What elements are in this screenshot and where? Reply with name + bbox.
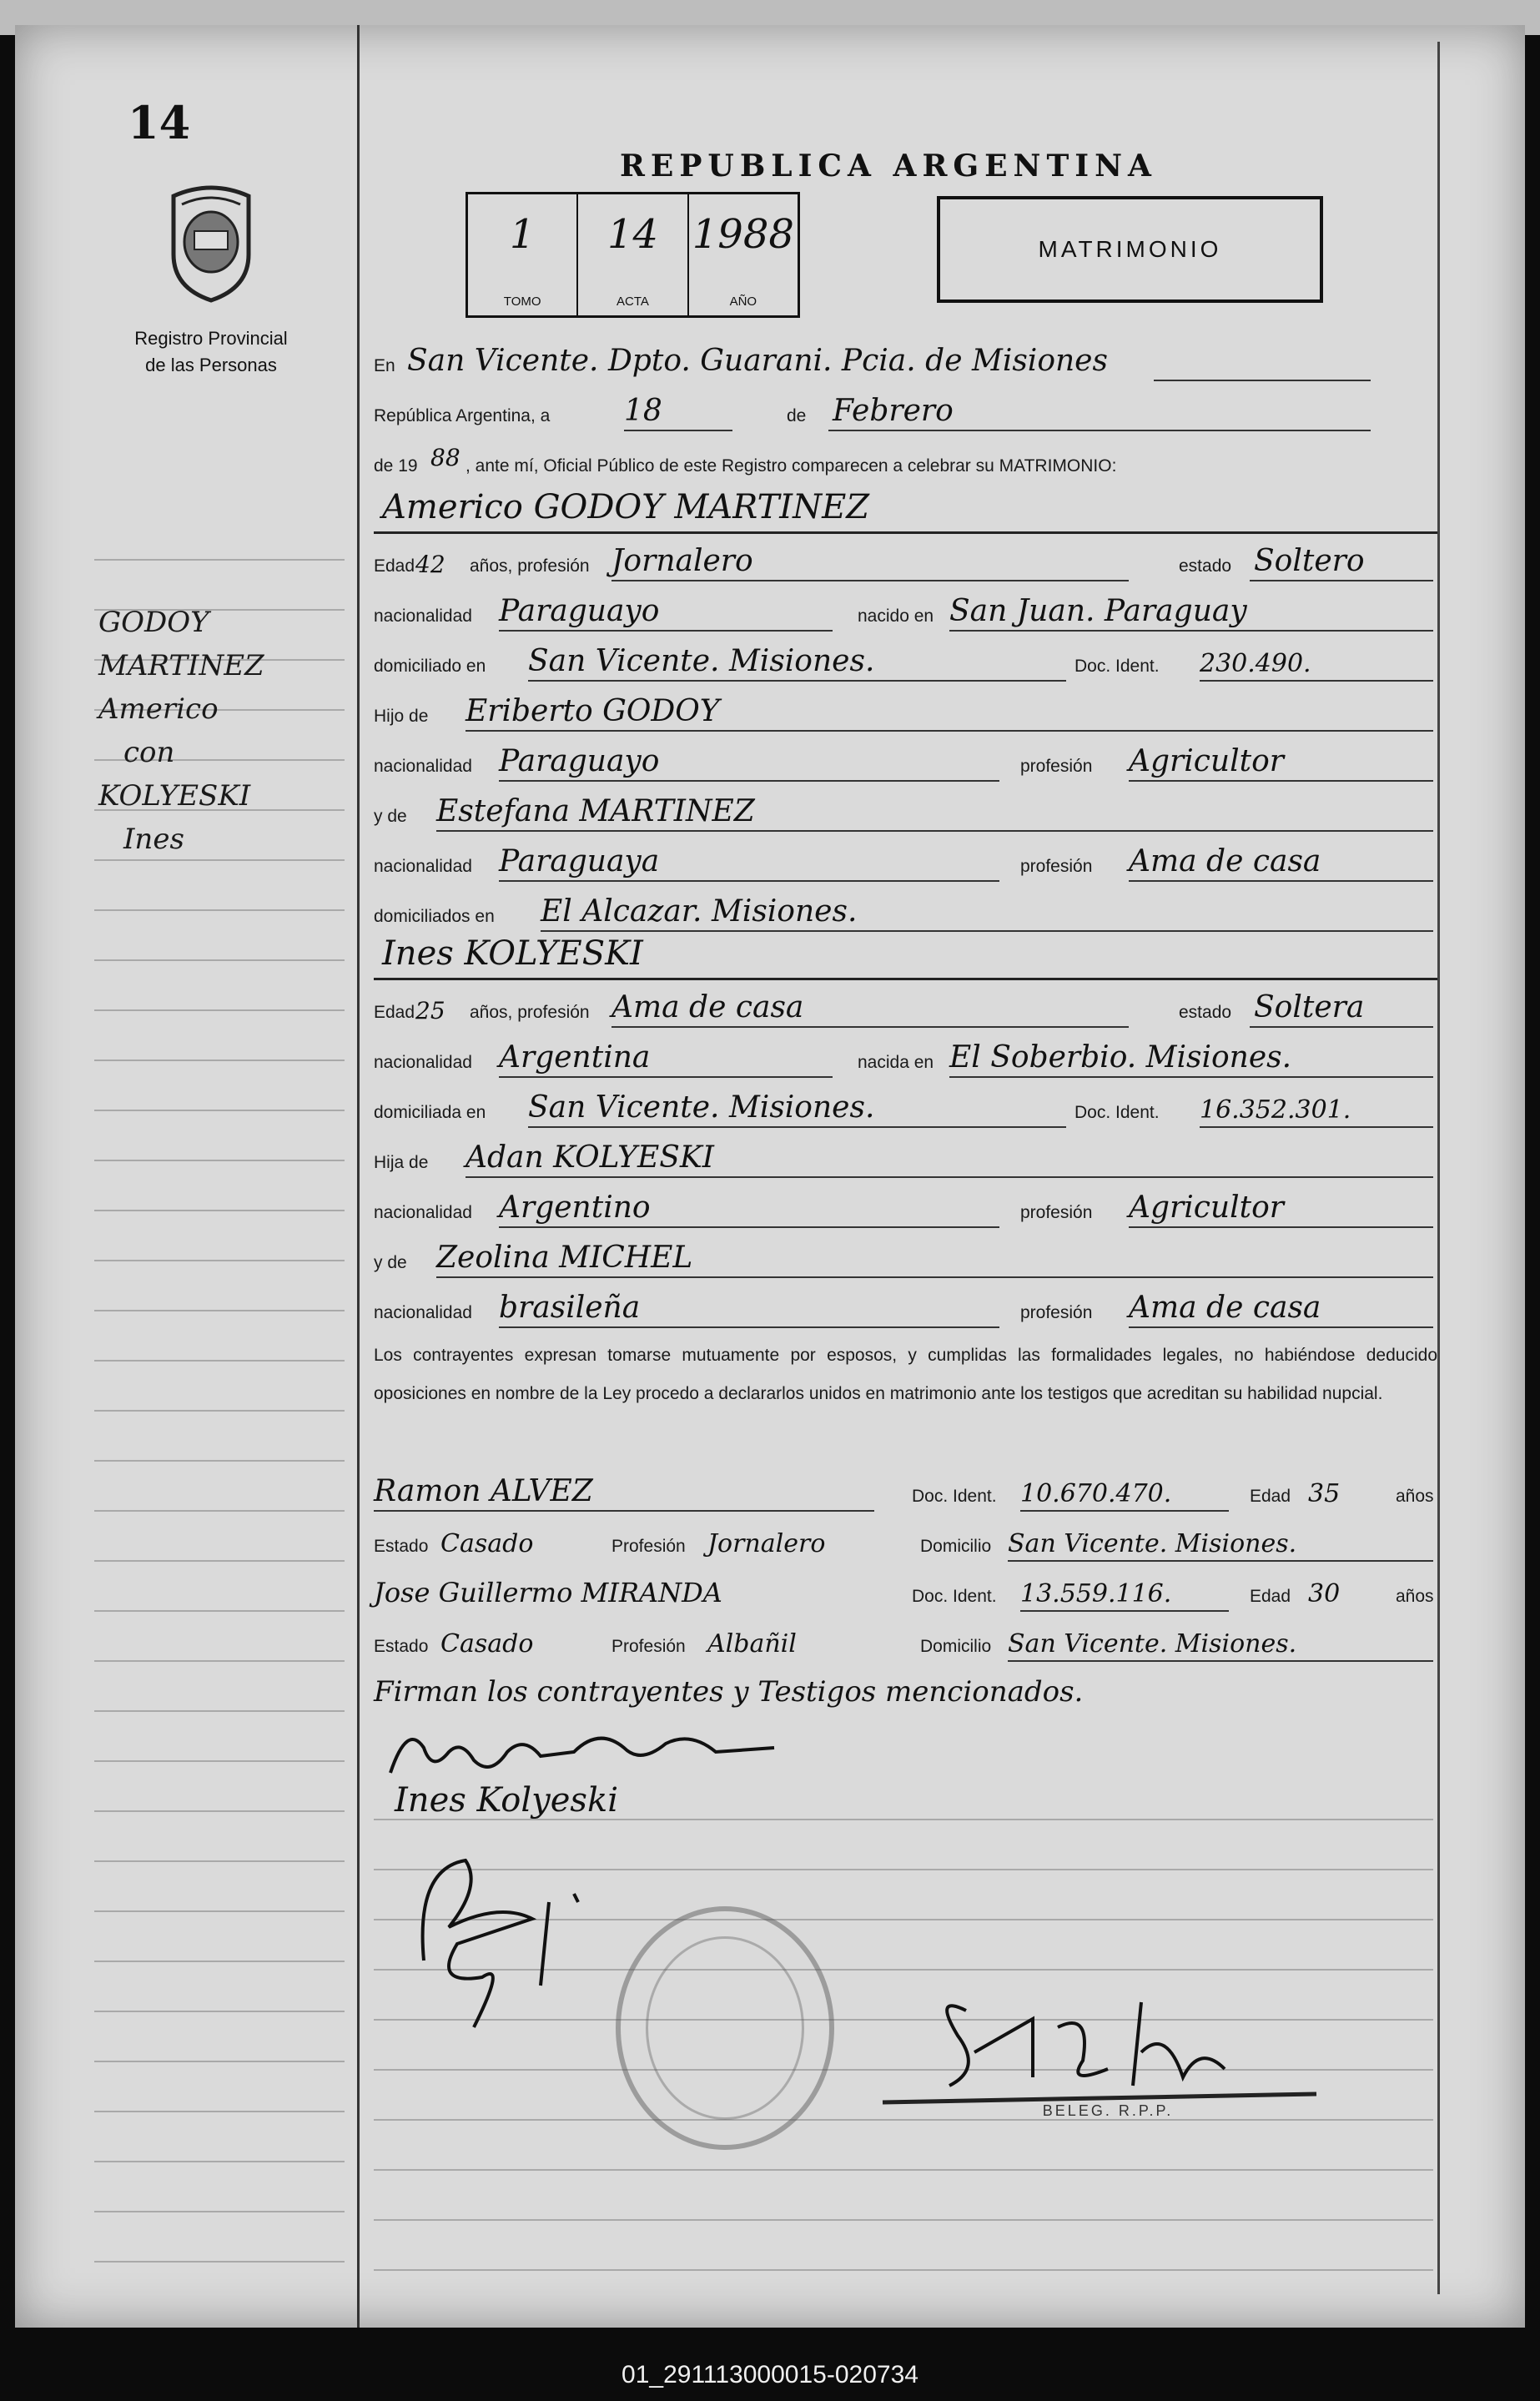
value: Jornalero [707, 1529, 826, 1558]
bride-father-row [374, 1135, 1437, 1185]
acta-value: 14 [606, 211, 659, 258]
label: nacionalidad [374, 1203, 472, 1222]
margin-ruled-line [94, 1810, 345, 1812]
groom-dom-row [374, 638, 1437, 688]
declaration-text: Los contrayentes expresan tomarse mutuamente por esposos, y cumplidas las formalidades legales, no habiéndose deducido oposiciones en nombre de la Ley procedo a declararlos unidos en matrimonio ante los testigos que acreditan su habilidad nupcial. [374, 1346, 1437, 1403]
witness1-detail-row [374, 1518, 1437, 1568]
day-value: 18 [624, 394, 662, 428]
margin-note-line: MARTINEZ [98, 649, 264, 682]
margin-ruled-line [94, 1460, 345, 1462]
margin-ruled-line [94, 2211, 345, 2212]
value: San Vicente. Misiones. [528, 644, 875, 678]
label: Doc. Ident. [912, 1487, 997, 1506]
label: Domicilio [920, 1637, 992, 1656]
margin-ruled-line [94, 1210, 345, 1211]
margin-ruled-line [94, 2111, 345, 2112]
value: Estefana MARTINEZ [436, 794, 755, 828]
value: Albañil [707, 1629, 797, 1659]
witness2-name: Jose Guillermo MIRANDA [374, 1577, 722, 1608]
margin-ruled-line [94, 1660, 345, 1662]
margin-note-line: Americo [98, 692, 219, 726]
acta-cell [578, 194, 688, 315]
label: Estado [374, 1537, 429, 1556]
value: Eriberto GODOY [466, 694, 720, 728]
value: 13.559.116. [1020, 1579, 1172, 1608]
label: Domicilio [920, 1537, 992, 1556]
margin-ruled-line [94, 2161, 345, 2162]
label: estado [1179, 1003, 1232, 1022]
label: Edad [374, 556, 415, 576]
value: El Soberbio. Misiones. [949, 1040, 1292, 1075]
bride-mother-row [374, 1235, 1437, 1285]
bride-dom-row [374, 1085, 1437, 1135]
margin-ruled-line [94, 2261, 345, 2263]
bride-signature: Ines Kolyeski [395, 1781, 618, 1820]
value: Ama de casa [611, 990, 804, 1024]
groom-name-row [374, 480, 1437, 534]
label: estado [1179, 556, 1232, 576]
label: profesión [1020, 1203, 1093, 1222]
value: 30 [1308, 1579, 1341, 1608]
acta-label: ACTA [617, 294, 649, 309]
page-number: 14 [128, 96, 191, 149]
value: 10.670.470. [1020, 1479, 1172, 1508]
value: Adan KOLYESKI [466, 1140, 715, 1175]
bride-edad-row [374, 984, 1437, 1034]
ano-cell [689, 194, 798, 315]
label: Doc. Ident. [1074, 1103, 1160, 1122]
margin-ruled-line [94, 1060, 345, 1061]
label: años [1396, 1487, 1434, 1506]
value: 230.490. [1200, 649, 1311, 678]
registry-line-1: Registro Provincial [134, 328, 288, 349]
document-title: REPUBLICA ARGENTINA [620, 148, 1157, 184]
margin-ruled-line [94, 1961, 345, 1962]
margin-ruled-line [94, 1110, 345, 1111]
label: domiciliado en [374, 657, 486, 676]
value: San Vicente. Misiones. [1008, 1529, 1297, 1558]
label: nacionalidad [374, 1053, 472, 1072]
margin-note-line: GODOY [98, 606, 209, 639]
value: Jornalero [611, 544, 753, 578]
label: Profesión [611, 1637, 686, 1656]
label: Hijo de [374, 707, 429, 726]
witness1-row [374, 1468, 1437, 1518]
margin-ruled-line [94, 1710, 345, 1712]
label: nacionalidad [374, 757, 472, 776]
year-value: 88 [430, 444, 460, 471]
margin-ruled-line [94, 1410, 345, 1412]
label: Profesión [611, 1537, 686, 1556]
intro-text: , ante mí, Oficial Público de este Registro comparecen a celebrar su MATRIMONIO: [466, 456, 1117, 476]
value: Argentina [499, 1040, 651, 1075]
label: y de [374, 1253, 407, 1272]
margin-ruled-line [94, 1360, 345, 1362]
value: Casado [440, 1529, 534, 1558]
label: República Argentina, a [374, 406, 551, 425]
label: nacionalidad [374, 607, 472, 626]
label: domiciliada en [374, 1103, 486, 1122]
value: Ama de casa [1129, 1291, 1321, 1325]
groom-mother-row [374, 788, 1437, 838]
label: de [787, 406, 807, 425]
value: San Vicente. Misiones. [1008, 1629, 1297, 1659]
intro-date-row [374, 388, 1437, 438]
margin-note-line: Ines [123, 823, 184, 856]
value: Paraguayo [499, 744, 660, 778]
registry-line-2: de las Personas [145, 355, 277, 375]
label: y de [374, 807, 407, 826]
witness2-detail-row [374, 1618, 1437, 1669]
margin-ruled-line [94, 1310, 345, 1311]
label: años, profesión [470, 1003, 590, 1022]
tomo-label: TOMO [503, 294, 541, 309]
value: Agricultor [1129, 744, 1284, 778]
groom-mother-nac-row [374, 838, 1437, 888]
label: Edad [1250, 1487, 1291, 1506]
body-ruled-line [374, 2269, 1433, 2271]
value: Zeolina MICHEL [436, 1241, 693, 1275]
label: nacionalidad [374, 857, 472, 876]
value: 42 [415, 551, 445, 578]
groom-nac-row [374, 588, 1437, 638]
value: Paraguayo [499, 594, 660, 628]
margin-note-line: con [123, 736, 175, 769]
bride-name: Ines KOLYESKI [382, 934, 643, 973]
body-ruled-line [374, 2169, 1433, 2171]
bride-nac-row [374, 1034, 1437, 1085]
margin-ruled-line [94, 2061, 345, 2062]
image-id-footer: 01_291113000015-020734 [622, 2361, 918, 2388]
margin-note [98, 601, 264, 861]
official-seal-icon [616, 1906, 834, 2150]
officer-signature-icon [866, 1977, 1350, 2111]
value: 16.352.301. [1200, 1095, 1351, 1125]
witness-signature-icon [382, 1835, 632, 2052]
margin-ruled-line [94, 1510, 345, 1512]
label: años [1396, 1587, 1434, 1606]
value: El Alcazar. Misiones. [541, 894, 858, 929]
margin-note-line: KOLYESKI [98, 779, 251, 813]
bride-father-nac-row [374, 1185, 1437, 1235]
witness1-name: Ramon ALVEZ [374, 1474, 593, 1508]
tomo-value: 1 [509, 211, 536, 258]
margin-ruled-line [94, 1160, 345, 1161]
officer-stamp: BELEG. R.P.P. [1042, 2102, 1174, 2119]
groom-father-nac-row [374, 738, 1437, 788]
margin-ruled-line [94, 1910, 345, 1912]
margin-ruled-line [94, 2011, 345, 2012]
label: Edad [1250, 1587, 1291, 1606]
record-number-box [466, 192, 800, 318]
label: de 19 [374, 456, 418, 476]
month-value: Febrero [833, 394, 954, 428]
label: Edad [374, 1003, 415, 1022]
value: Soltera [1254, 990, 1365, 1024]
margin-ruled-line [94, 1260, 345, 1261]
margin-ruled-line [94, 1860, 345, 1862]
registry-name [107, 325, 315, 379]
margin-ruled-line [94, 959, 345, 961]
value: brasileña [499, 1291, 641, 1325]
value: Argentino [499, 1190, 651, 1225]
label: Doc. Ident. [912, 1587, 997, 1606]
margin-ruled-line [94, 1610, 345, 1612]
register-page [15, 25, 1525, 2328]
value: Soltero [1254, 544, 1365, 578]
margin-ruled-line [94, 1560, 345, 1562]
tomo-cell [468, 194, 578, 315]
value: San Juan. Paraguay [949, 594, 1247, 628]
intro-place-row [374, 338, 1437, 388]
coat-of-arms-icon [157, 179, 265, 305]
body-ruled-line [374, 2219, 1433, 2221]
label: profesión [1020, 757, 1093, 776]
value: San Vicente. Misiones. [528, 1090, 875, 1125]
label: nacionalidad [374, 1303, 472, 1322]
ano-value: 1988 [692, 211, 794, 258]
value: Casado [440, 1629, 534, 1659]
label: años, profesión [470, 556, 590, 576]
label: profesión [1020, 1303, 1093, 1322]
right-margin-rule [1437, 42, 1440, 2294]
bride-name-row [374, 926, 1437, 980]
groom-father-row [374, 688, 1437, 738]
witness2-row [374, 1568, 1437, 1618]
ano-label: AÑO [729, 294, 757, 309]
label: Estado [374, 1637, 429, 1656]
bride-mother-nac-row [374, 1285, 1437, 1335]
label: nacido en [858, 607, 934, 626]
margin-ruled-line [94, 559, 345, 561]
value: Paraguaya [499, 844, 660, 878]
firman-text: Firman los contrayentes y Testigos mencionados. [374, 1675, 1084, 1709]
value: Agricultor [1129, 1190, 1284, 1225]
margin-ruled-line [94, 1760, 345, 1762]
groom-name: Americo GODOY MARTINEZ [382, 488, 870, 526]
value: 35 [1308, 1479, 1341, 1508]
value: 25 [415, 997, 445, 1024]
margin-ruled-line [94, 1009, 345, 1011]
firman-row [374, 1669, 1437, 1719]
label: profesión [1020, 857, 1093, 876]
margin-ruled-line [94, 909, 345, 911]
label: nacida en [858, 1053, 934, 1072]
value: Ama de casa [1129, 844, 1321, 878]
groom-edad-row [374, 538, 1437, 588]
label: En [374, 356, 395, 375]
label: domiciliados en [374, 907, 495, 926]
label: Doc. Ident. [1074, 657, 1160, 676]
record-type-box: MATRIMONIO [937, 196, 1323, 303]
label: Hija de [374, 1153, 429, 1172]
place-value: San Vicente. Dpto. Guarani. Pcia. de Misiones [407, 344, 1108, 378]
